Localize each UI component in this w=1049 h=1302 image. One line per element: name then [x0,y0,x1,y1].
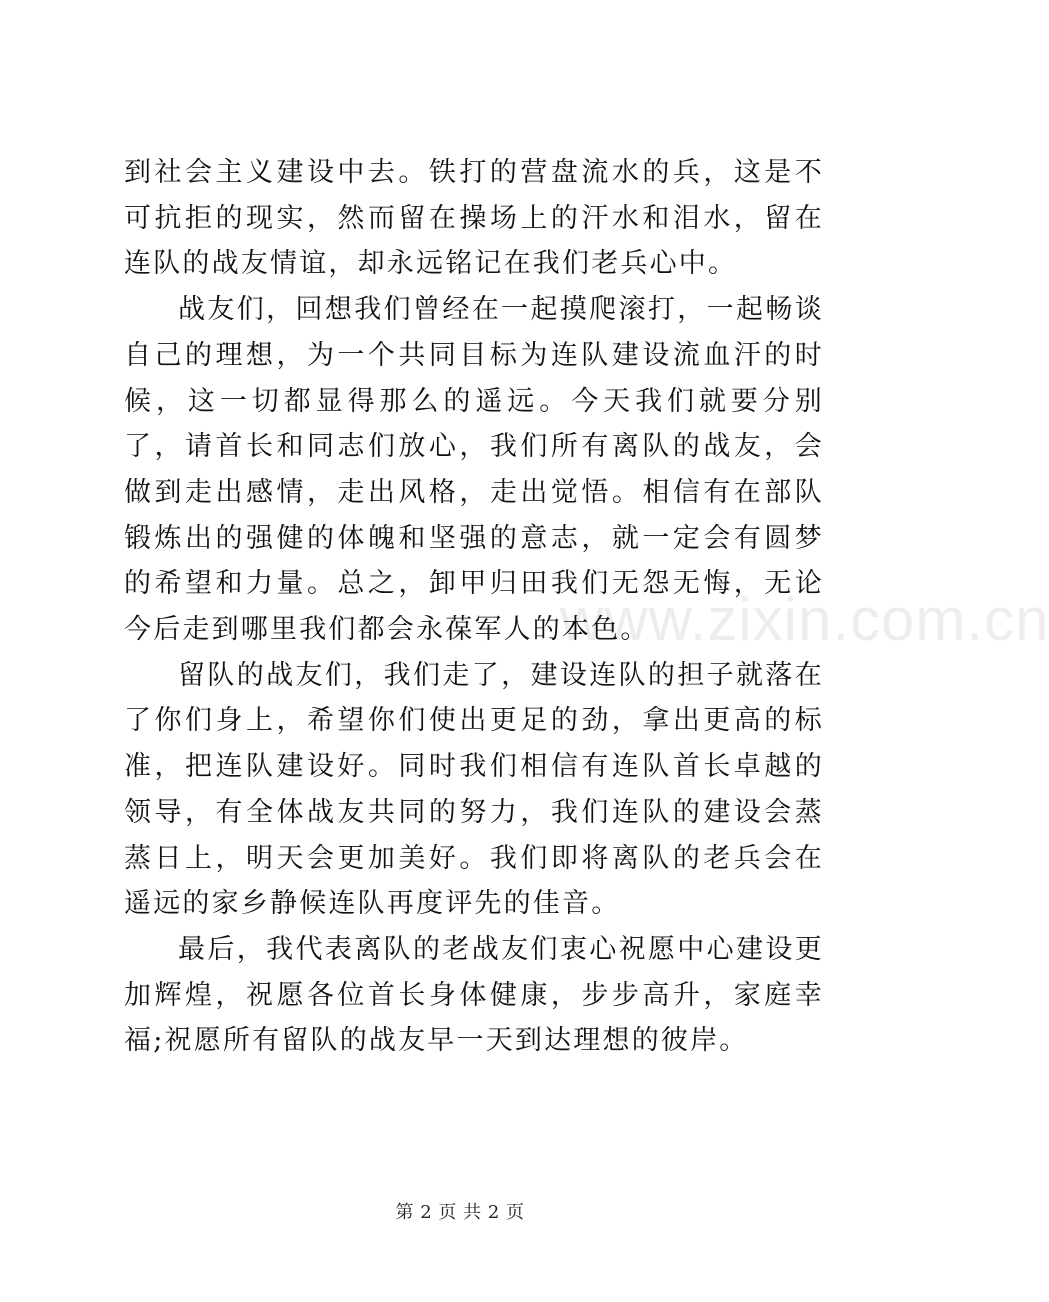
paragraph-comrades: 战友们，回想我们曾经在一起摸爬滚打，一起畅谈自己的理想，为一个共同目标为连队建设流血汗的时候，这一切都显得那么的遥远。今天我们就要分别了，请首长和同志们放心，我们所有离队的战友，会做到走出感情，走出风格，走出觉悟。相信有在部队锻炼出的强健的体魄和坚强的意志，就一定会有圆梦的希望和力量。总之，卸甲归田我们无怨无悔，无论今后走到哪里我们都会永葆军人的本色。 [124,294,824,646]
page-footer: 第 2 页 共 2 页 [395,1202,525,1223]
paragraph-continuation: 到社会主义建设中去。铁打的营盘流水的兵，这是不可抗拒的现实，然而留在操场上的汗水和泪水，留在连队的战友情谊，却永远铭记在我们老兵心中。 [124,157,824,280]
paragraph-closing: 最后，我代表离队的老战友们衷心祝愿中心建设更加辉煌，祝愿各位首长身体健康，步步高升，家庭幸福;祝愿所有留队的战友早一天到达理想的彼岸。 [124,933,824,1057]
paragraph-remaining-comrades: 留队的战友们，我们走了，建设连队的担子就落在了你们身上，希望你们使出更足的劲，拿出更高的标准，把连队建设好。同时我们相信有连队首长卓越的领导，有全体战友共同的努力，我们连队的建设会蒸蒸日上，明天会更加美好。我们即将离队的老兵会在遥远的家乡静候连队再度评先的佳音。 [124,659,824,920]
watermark: www.zixin.com.cn [560,586,1049,653]
